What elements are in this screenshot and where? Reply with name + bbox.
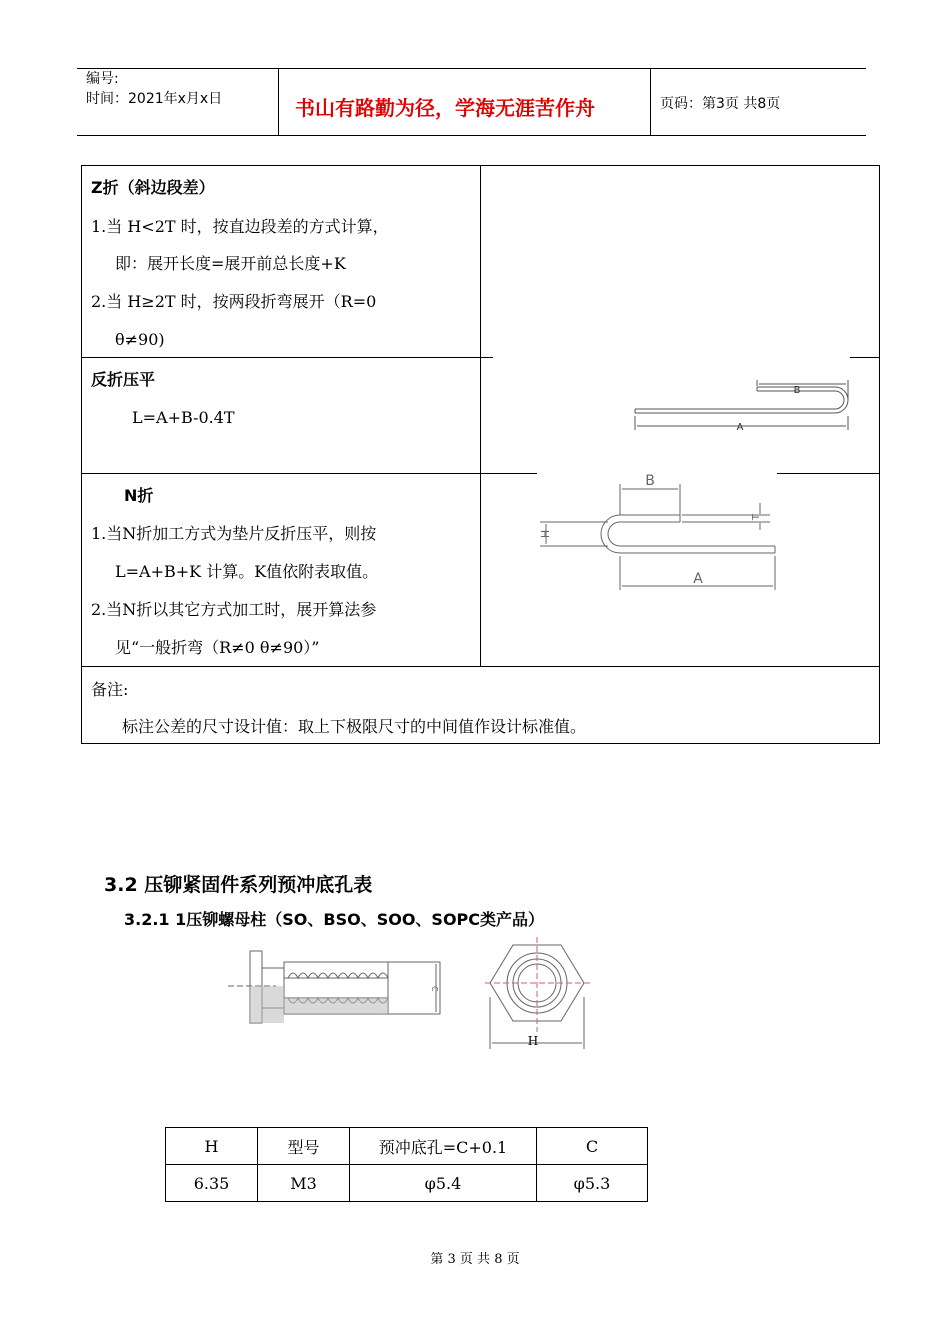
- z-fold-line-3: 2.当 H≥2T 时，按两段折弯展开（R=0: [91, 292, 377, 311]
- table-header-model: 型号: [258, 1128, 350, 1165]
- standoff-top-view: [485, 937, 590, 1055]
- n-fold-line-1: 1.当N折加工方式为垫片反折压平，则按: [91, 524, 377, 543]
- n-fold-title: N折: [124, 486, 154, 505]
- standoff-label-c: C: [430, 986, 439, 992]
- reverse-flat-formula: L=A+B-0.4T: [132, 408, 235, 427]
- table-cell-h: 6.35: [166, 1165, 258, 1202]
- table-header-h: H: [166, 1128, 258, 1165]
- header-top-rule: [77, 68, 866, 69]
- z-fold-line-4: θ≠90): [115, 330, 165, 349]
- n-fold-line-3: 2.当N折以其它方式加工时，展开算法参: [91, 600, 377, 619]
- n-fold-line-4: 见“一般折弯（R≠0 θ≠90）”: [115, 638, 320, 657]
- n-fold-label-h: H: [539, 529, 552, 539]
- header-motto: 书山有路勤为径，学海无涯苦作舟: [295, 96, 595, 120]
- remark-title: 备注:: [91, 680, 129, 699]
- table-cell-c: φ5.3: [537, 1165, 648, 1202]
- table-header-c: C: [537, 1128, 648, 1165]
- z-fold-line-2: 即：展开长度=展开前总长度+K: [115, 254, 346, 273]
- table-header-prepunch: 预冲底孔=C+0.1: [350, 1128, 537, 1165]
- header-divider-left: [278, 68, 279, 136]
- standoff-label-h: H: [527, 1034, 539, 1048]
- n-fold-label-a: A: [693, 571, 703, 587]
- table-row: [166, 1165, 648, 1202]
- remark-text: 标注公差的尺寸设计值：取上下极限尺寸的中间值作设计标准值。: [122, 717, 587, 736]
- header-divider-right: [650, 68, 651, 136]
- page-info: 页码：第3页 共8页: [660, 96, 781, 112]
- n-fold-line-2: L=A+B+K 计算。K值依附表取值。: [115, 562, 379, 581]
- page-footer: 第 3 页 共 8 页: [430, 1252, 520, 1267]
- header-bottom-rule: [77, 135, 866, 136]
- section-subheading: 3.2.1 1压铆螺母柱（SO、BSO、SOO、SOPC类产品）: [124, 910, 545, 929]
- standoff-side-view: [228, 948, 448, 1028]
- table-cell-prepunch: φ5.4: [350, 1165, 537, 1202]
- n-fold-diagram: [530, 470, 790, 595]
- doc-number-label: 编号:: [86, 71, 119, 87]
- section-heading: 3.2 压铆紧固件系列预冲底孔表: [104, 874, 373, 896]
- table-header-row: [166, 1128, 648, 1165]
- prepunch-hole-table: [165, 1127, 648, 1202]
- date-label: 时间：2021年x月x日: [86, 91, 223, 107]
- n-fold-label-t: T: [751, 513, 762, 521]
- reverse-flat-label-a: A: [736, 422, 744, 433]
- table-cell-model: M3: [258, 1165, 350, 1202]
- z-fold-title: Z折（斜边段差）: [91, 178, 215, 197]
- z-fold-line-1: 1.当 H<2T 时，按直边段差的方式计算，: [91, 217, 389, 236]
- reverse-flat-title: 反折压平: [91, 370, 156, 389]
- reverse-flat-diagram: [625, 380, 860, 435]
- reverse-flat-label-b: B: [793, 385, 801, 396]
- n-fold-label-b: B: [645, 473, 655, 489]
